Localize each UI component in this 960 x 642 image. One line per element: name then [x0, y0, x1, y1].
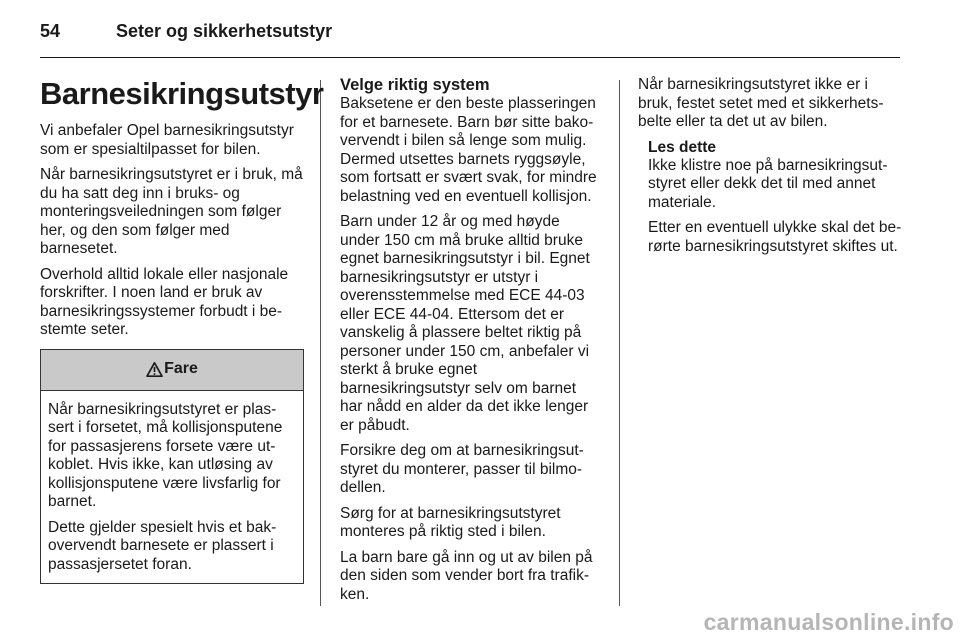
note-paragraph: Etter en eventuell ulykke skal det berørte barnesikringsutstyret skiftes ut. — [648, 219, 902, 255]
column-3 — [638, 76, 902, 263]
danger-paragraph: Når barnesikringsutstyret er plassert i forsetet, må kollisjonsputene for passasjerens forsete være utkoblet. Hvis ikke, kan utløsing av kollisjonsputene være livsfarlig for barnet. — [48, 400, 283, 510]
section-title: Barnesikringsutstyr — [40, 76, 324, 111]
paragraph: Når barnesikringsutstyret er i bruk, må du ha satt deg inn i bruks- og monteringsveiledningen som følger her, og den som følger med barnesetet. — [40, 166, 303, 257]
paragraph: Vi anbefaler Opel barnesikringsutstyr som er spesialtilpasset for bilen. — [40, 122, 294, 158]
chapter-title: Seter og sikkerhetsutstyr — [116, 21, 333, 41]
column-1 — [40, 76, 324, 584]
paragraph: Når barnesikringsutstyret ikke er i bruk, festet setet med et sikkerhetsbelte eller ta det ut av bilen. — [638, 76, 884, 130]
paragraph: Overhold alltid lokale eller nasjonale forskrifter. I noen land er bruk av barnesikringssystemer forbudt i bestemte seter. — [40, 265, 289, 338]
column-divider-1 — [320, 80, 321, 606]
paragraph: Barn under 12 år og med høyde under 150 cm må bruke alltid bruke egnet barnesikringsutstyr i bil. Egnet barnesikringsutstyr er utstyr i overensstemmelse med ECE 44-03 eller ECE 44-04. Ettersom det er vanskelig å plassere beltet riktig på personer under 150 cm, anbefaler vi sterkt å bruke egnet barnesikringsutstyr selv om barnet har nådd en alder da det ikke lenger er påbudt. — [340, 213, 590, 434]
note-label: Les dette — [648, 138, 717, 156]
note-box — [648, 139, 902, 257]
danger-box — [40, 349, 304, 585]
danger-box-body — [41, 391, 303, 584]
danger-box-header — [41, 350, 303, 391]
watermark: carmanualsonline.info — [703, 609, 954, 635]
warning-triangle-icon — [146, 362, 163, 377]
subheading: Velge riktig system — [340, 76, 490, 94]
paragraph: Baksetene er den beste plasseringen for et barnesete. Barn bør sitte bakovervendt i bilen så lenge som mulig. Dermed utsettes barnets ryggsøyle, som fortsatt er svært svak, for mindre belastning ved en eventuell kollisjon. — [340, 95, 597, 205]
danger-label: Fare — [164, 360, 198, 378]
danger-paragraph: Dette gjelder spesielt hvis et bakovervendt barnesete er plassert i passasjersetet foran. — [48, 518, 277, 573]
header-rule — [40, 57, 900, 58]
paragraph: La barn bare gå inn og ut av bilen på den siden som vender bort fra trafikken. — [340, 548, 593, 603]
column-2 — [340, 76, 602, 611]
note-paragraph: Ikke klistre noe på barnesikringsutstyret eller dekk det til med annet materiale. — [648, 156, 888, 211]
paragraph: Forsikre deg om at barnesikringsutstyret du monterer, passer til bilmodellen. — [340, 442, 584, 496]
page-number: 54 — [40, 21, 61, 41]
column-divider-2 — [619, 80, 620, 606]
paragraph: Sørg for at barnesikringsutstyret monteres på riktig sted i bilen. — [340, 504, 561, 540]
